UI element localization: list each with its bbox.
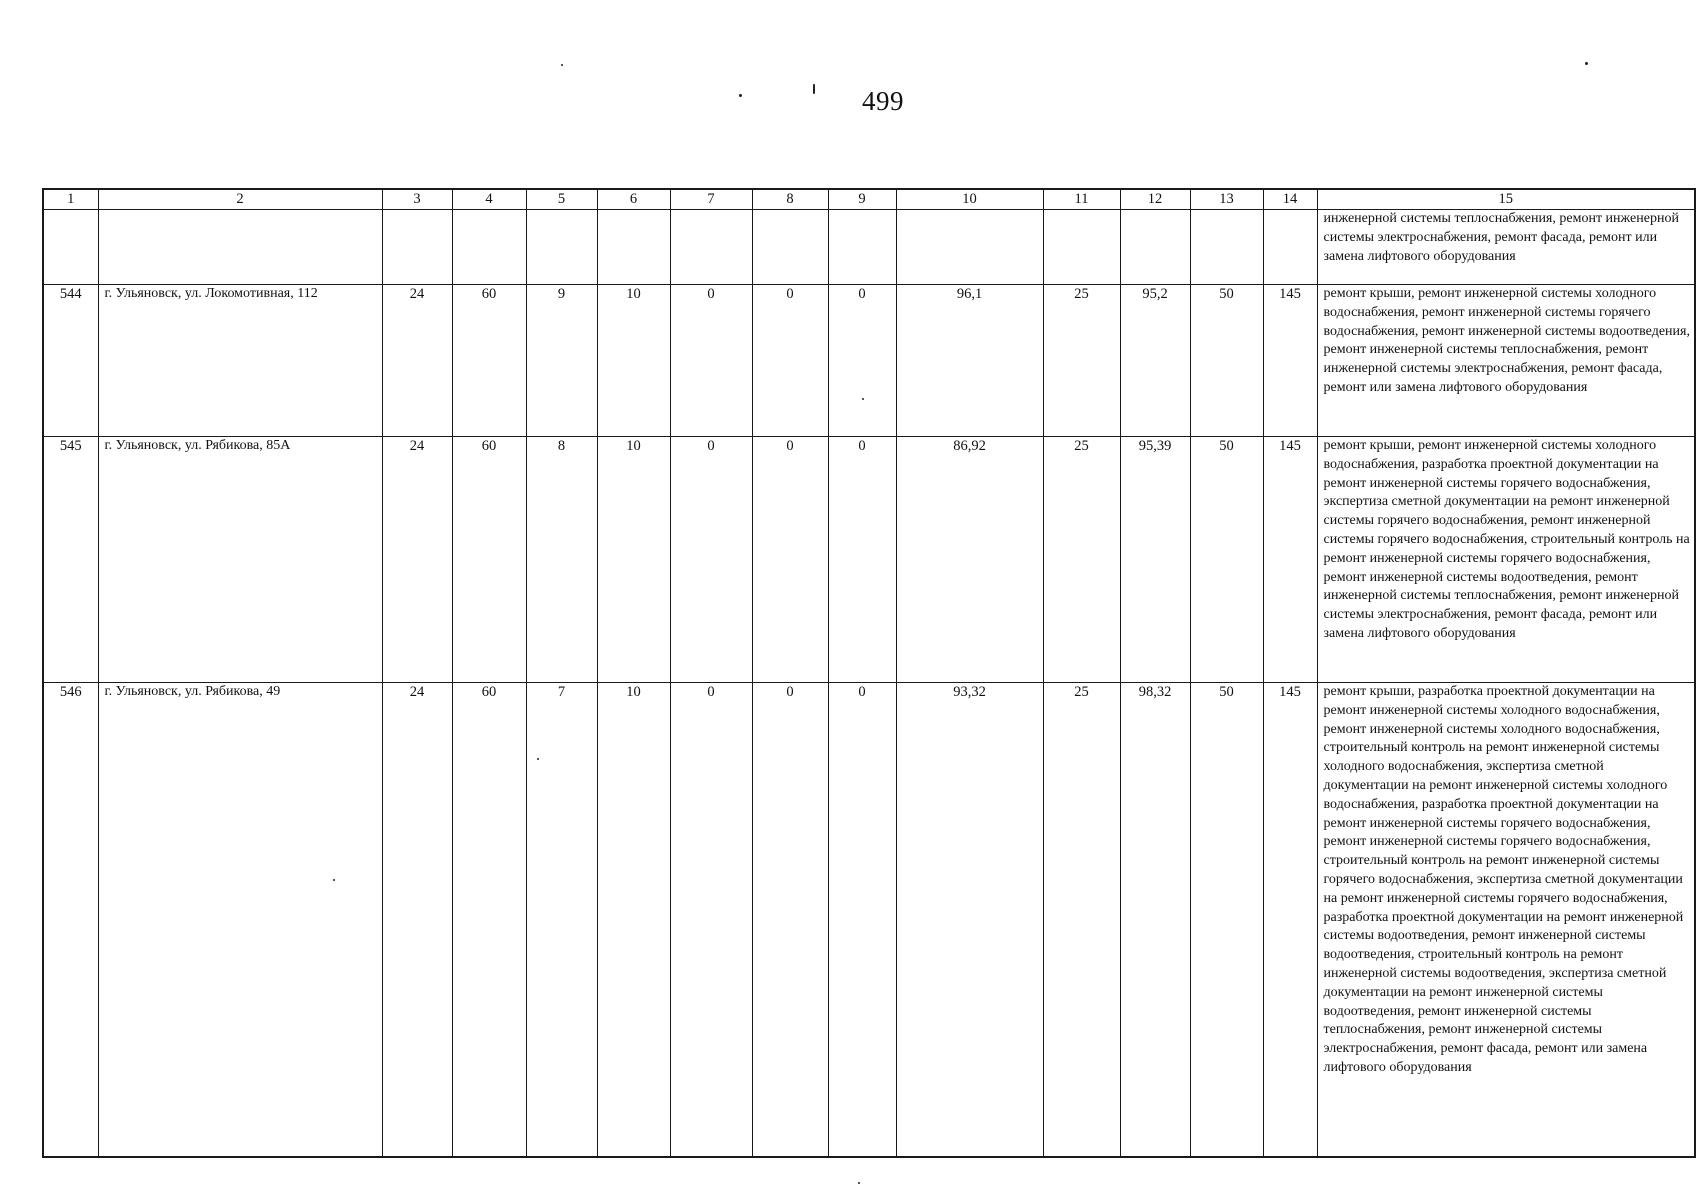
- address-cell: [98, 210, 382, 285]
- column-header: 5: [526, 189, 597, 210]
- column-header: 8: [752, 189, 828, 210]
- column-header: 2: [98, 189, 382, 210]
- table-row: [43, 437, 1695, 683]
- value-cell: 0: [670, 683, 752, 1157]
- value-cell: [670, 210, 752, 285]
- value-cell: 96,1: [896, 285, 1043, 437]
- value-cell: 0: [752, 285, 828, 437]
- value-cell: 95,39: [1120, 437, 1190, 683]
- column-number-header-row: [43, 189, 1695, 210]
- column-header: 13: [1190, 189, 1263, 210]
- value-cell: 93,32: [896, 683, 1043, 1157]
- table-row: [43, 285, 1695, 437]
- scan-speck: [858, 1182, 860, 1184]
- value-cell: 10: [597, 285, 670, 437]
- column-header: 3: [382, 189, 452, 210]
- value-cell: 145: [1263, 683, 1317, 1157]
- value-cell: [828, 210, 896, 285]
- value-cell: [1043, 210, 1120, 285]
- value-cell: 25: [1043, 285, 1120, 437]
- row-number-cell: [43, 210, 98, 285]
- value-cell: [1263, 210, 1317, 285]
- column-header: 11: [1043, 189, 1120, 210]
- value-cell: 24: [382, 437, 452, 683]
- value-cell: [1190, 210, 1263, 285]
- value-cell: 9: [526, 285, 597, 437]
- table-row-continuation: [43, 210, 1695, 285]
- value-cell: 25: [1043, 437, 1120, 683]
- page-number: 499: [862, 86, 904, 116]
- value-cell: 7: [526, 683, 597, 1157]
- value-cell: 0: [670, 437, 752, 683]
- scan-speck: [739, 94, 742, 97]
- value-cell: 50: [1190, 285, 1263, 437]
- repair-program-table: [42, 188, 1696, 1158]
- value-cell: 145: [1263, 437, 1317, 683]
- value-cell: 60: [452, 285, 526, 437]
- address-cell: г. Ульяновск, ул. Рябикова, 49: [98, 683, 382, 1157]
- row-number-cell: 546: [43, 683, 98, 1157]
- value-cell: 145: [1263, 285, 1317, 437]
- column-header: 14: [1263, 189, 1317, 210]
- address-cell: г. Ульяновск, ул. Рябикова, 85А: [98, 437, 382, 683]
- value-cell: [1120, 210, 1190, 285]
- value-cell: 0: [752, 437, 828, 683]
- value-cell: 24: [382, 285, 452, 437]
- address-cell: г. Ульяновск, ул. Локомотивная, 112: [98, 285, 382, 437]
- value-cell: 10: [597, 683, 670, 1157]
- value-cell: 8: [526, 437, 597, 683]
- value-cell: [382, 210, 452, 285]
- column-header: 4: [452, 189, 526, 210]
- column-header: 10: [896, 189, 1043, 210]
- column-header: 9: [828, 189, 896, 210]
- value-cell: 0: [670, 285, 752, 437]
- value-cell: 0: [828, 437, 896, 683]
- value-cell: 0: [828, 285, 896, 437]
- value-cell: 98,32: [1120, 683, 1190, 1157]
- value-cell: 95,2: [1120, 285, 1190, 437]
- works-list-cell: инженерной системы теплоснабжения, ремонт инженерной системы электроснабжения, ремонт фасада, ремонт или замена лифтового оборудования: [1317, 210, 1695, 285]
- row-number-cell: 544: [43, 285, 98, 437]
- value-cell: 50: [1190, 683, 1263, 1157]
- scan-speck: [1585, 62, 1588, 65]
- value-cell: 50: [1190, 437, 1263, 683]
- works-list-cell: ремонт крыши, ремонт инженерной системы холодного водоснабжения, разработка проектной документации на ремонт инженерной системы горячего водоснабжения, экспертиза сметной документации на ремонт инженерной системы горячего водоснабжения, ремонт инженерной системы горячего водоснабжения, строительный контроль на ремонт инженерной системы горячего водоснабжения, ремонт инженерной системы водоотведения, ремонт инженерной системы теплоснабжения, ремонт инженерной системы электроснабжения, ремонт фасада, ремонт или замена лифтового оборудования: [1317, 437, 1695, 683]
- value-cell: 0: [828, 683, 896, 1157]
- value-cell: 60: [452, 683, 526, 1157]
- value-cell: 60: [452, 437, 526, 683]
- column-header: 1: [43, 189, 98, 210]
- value-cell: 86,92: [896, 437, 1043, 683]
- column-header: 6: [597, 189, 670, 210]
- value-cell: [452, 210, 526, 285]
- value-cell: 0: [752, 683, 828, 1157]
- value-cell: [526, 210, 597, 285]
- scan-speck: [561, 64, 563, 66]
- row-number-cell: 545: [43, 437, 98, 683]
- value-cell: 10: [597, 437, 670, 683]
- column-header: 12: [1120, 189, 1190, 210]
- table-row: [43, 683, 1695, 1157]
- value-cell: [752, 210, 828, 285]
- value-cell: [597, 210, 670, 285]
- works-list-cell: ремонт крыши, разработка проектной документации на ремонт инженерной системы холодного водоснабжения, ремонт инженерной системы холодного водоснабжения, строительный контроль на ремонт инженерной системы холодного водоснабжения, экспертиза сметной документации на ремонт инженерной системы холодного водоснабжения, разработка проектной документации на ремонт инженерной системы горячего водоснабжения, ремонт инженерной системы горячего водоснабжения, строительный контроль на ремонт инженерной системы горячего водоснабжения, экспертиза сметной документации на ремонт инженерной системы горячего водоснабжения, разработка проектной документации на ремонт инженерной системы водоотведения, ремонт инженерной системы водоотведения, строительный контроль на ремонт инженерной системы водоотведения, экспертиза сметной документации на ремонт инженерной системы водоотведения, ремонт инженерной системы теплоснабжения, ремонт инженерной системы электроснабжения, ремонт фасада, ремонт или замена лифтового оборудования: [1317, 683, 1695, 1157]
- scan-speck: [813, 84, 815, 94]
- value-cell: 25: [1043, 683, 1120, 1157]
- column-header: 7: [670, 189, 752, 210]
- column-header: 15: [1317, 189, 1695, 210]
- works-list-cell: ремонт крыши, ремонт инженерной системы холодного водоснабжения, ремонт инженерной системы горячего водоснабжения, ремонт инженерной системы водоотведения, ремонт инженерной системы теплоснабжения, ремонт инженерной системы электроснабжения, ремонт фасада, ремонт или замена лифтового оборудования: [1317, 285, 1695, 437]
- value-cell: [896, 210, 1043, 285]
- value-cell: 24: [382, 683, 452, 1157]
